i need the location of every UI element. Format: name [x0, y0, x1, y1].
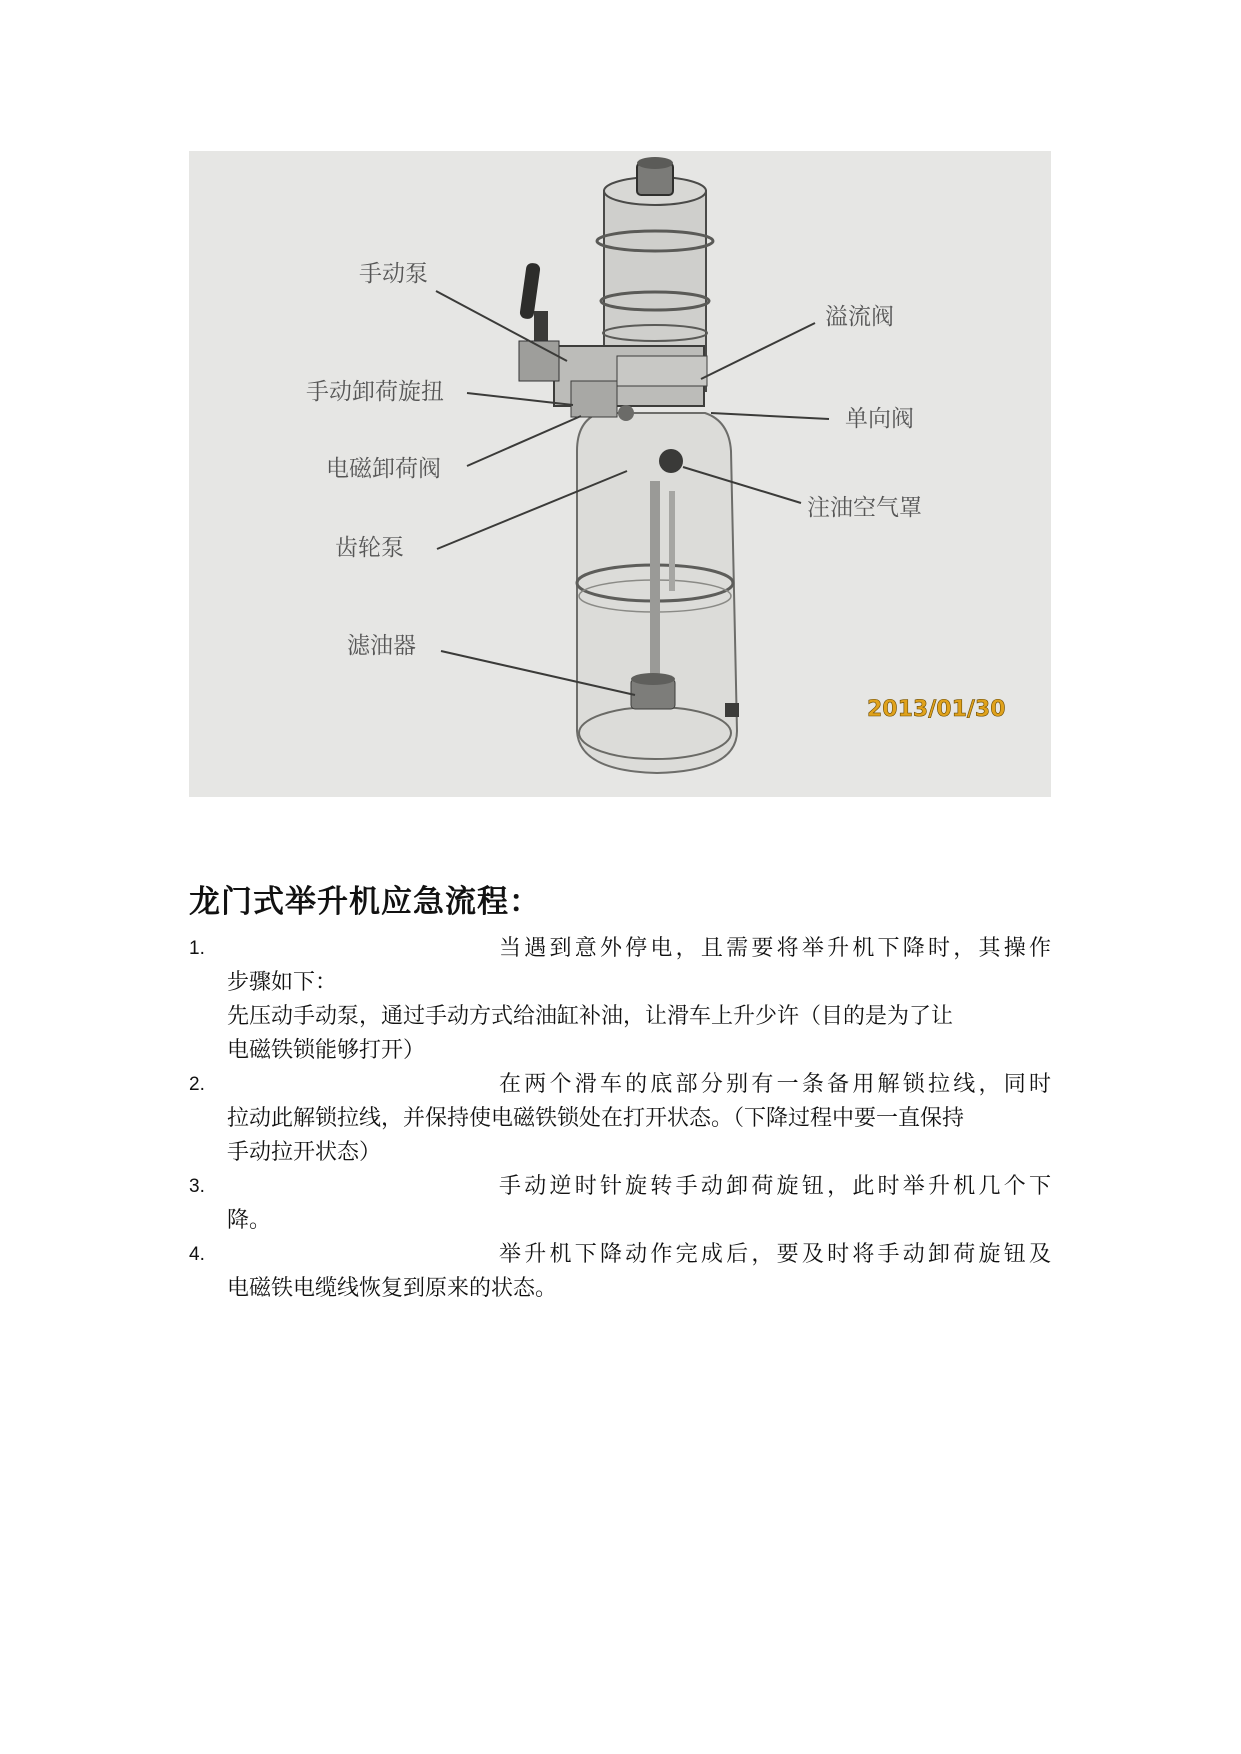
step-number: 1.	[189, 938, 205, 959]
page-title: 龙门式举升机应急流程：	[189, 884, 541, 920]
step-item	[189, 1170, 1051, 1238]
pump-figure	[189, 151, 1051, 797]
step-number: 4.	[189, 1244, 205, 1265]
label-solenoid-unload-valve: 电磁卸荷阀	[326, 456, 441, 482]
step-item	[189, 932, 1051, 1068]
step-first-line: 手动逆时针旋转手动卸荷旋钮，此时举升机几个下	[499, 1174, 1051, 1199]
label-check-valve: 单向阀	[845, 406, 914, 432]
step-line: 拉动此解锁拉线，并保持使电磁铁锁处在打开状态。（下降过程中要一直保持	[227, 1106, 965, 1131]
step-number: 3.	[189, 1176, 205, 1197]
label-breather-cap: 注油空气罩	[807, 495, 922, 521]
step-line: 降。	[227, 1208, 272, 1233]
date-stamp: 2013/01/30	[867, 697, 1006, 722]
label-oil-filter: 滤油器	[347, 633, 416, 659]
label-relief-valve: 溢流阀	[825, 304, 894, 330]
step-line: 电磁铁电缆线恢复到原来的状态。	[227, 1276, 558, 1301]
oil-tank-drawing	[577, 413, 739, 773]
steps-list	[189, 932, 1051, 1306]
label-manual-pump: 手动泵	[359, 261, 428, 287]
step-line: 步骤如下：	[227, 970, 338, 995]
step-line: 手动拉开状态）	[227, 1140, 382, 1165]
step-first-line: 在两个滑车的底部分别有一条备用解锁拉线，同时	[499, 1072, 1051, 1097]
step-item	[189, 1238, 1051, 1306]
step-line: 先压动手动泵，通过手动方式给油缸补油，让滑车上升少许（目的是为了让	[227, 1004, 954, 1029]
step-number: 2.	[189, 1074, 205, 1095]
step-first-line: 举升机下降动作完成后，要及时将手动卸荷旋钮及	[499, 1242, 1051, 1267]
label-gear-pump: 齿轮泵	[335, 535, 404, 561]
step-first-line: 当遇到意外停电，且需要将举升机下降时，其操作	[499, 936, 1051, 961]
step-item	[189, 1068, 1051, 1170]
step-line: 电磁铁锁能够打开）	[227, 1038, 426, 1063]
label-manual-unload-knob: 手动卸荷旋扭	[306, 379, 444, 405]
